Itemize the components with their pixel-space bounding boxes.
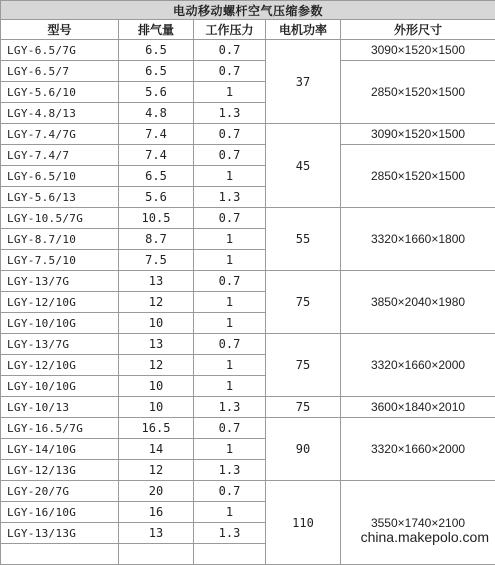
table-row [1, 61, 495, 82]
table-row [1, 124, 495, 145]
pressure-cell: 1.3 [194, 397, 266, 418]
table-row [1, 208, 495, 229]
motor-power-cell: 37 [266, 40, 341, 124]
dimensions-cell: 2850×1520×1500 [341, 61, 495, 124]
motor-power-cell: 75 [266, 397, 341, 418]
model-cell: LGY-5.6/10 [1, 82, 119, 103]
motor-power-cell: 110 [266, 481, 341, 565]
model-cell: LGY-10/10G [1, 313, 119, 334]
pressure-cell: 1 [194, 439, 266, 460]
model-cell: LGY-5.6/13 [1, 187, 119, 208]
flow-cell: 16 [119, 502, 194, 523]
model-cell: LGY-14/10G [1, 439, 119, 460]
dimensions-cell: 3320×1660×2000 [341, 334, 495, 397]
model-cell: LGY-6.5/7 [1, 61, 119, 82]
pressure-cell: 1.3 [194, 103, 266, 124]
table-row [1, 334, 495, 355]
model-cell: LGY-12/13G [1, 460, 119, 481]
dimensions-cell: 3320×1660×1800 [341, 208, 495, 271]
flow-cell: 7.5 [119, 250, 194, 271]
table-row [1, 40, 495, 61]
dimensions-cell: 3090×1520×1500 [341, 40, 495, 61]
model-cell: LGY-10.5/7G [1, 208, 119, 229]
pressure-cell: 1 [194, 502, 266, 523]
header-row [1, 20, 495, 40]
pressure-cell: 1 [194, 82, 266, 103]
flow-cell: 13 [119, 334, 194, 355]
flow-cell: 14 [119, 439, 194, 460]
flow-cell: 10 [119, 397, 194, 418]
flow-cell: 7.4 [119, 124, 194, 145]
pressure-cell: 0.7 [194, 61, 266, 82]
flow-cell: 10 [119, 376, 194, 397]
model-cell: LGY-7.4/7G [1, 124, 119, 145]
flow-cell: 20 [119, 481, 194, 502]
flow-cell: 13 [119, 271, 194, 292]
dimensions-cell: 3090×1520×1500 [341, 124, 495, 145]
model-cell: LGY-12/10G [1, 355, 119, 376]
table-row [1, 397, 495, 418]
model-cell: LGY-16/10G [1, 502, 119, 523]
pressure-cell: 1.3 [194, 187, 266, 208]
flow-cell: 4.8 [119, 103, 194, 124]
model-cell: LGY-4.8/13 [1, 103, 119, 124]
model-cell: LGY-6.5/7G [1, 40, 119, 61]
header-dimensions: 外形尺寸 [341, 20, 495, 40]
pressure-cell: 0.7 [194, 208, 266, 229]
model-cell: LGY-6.5/10 [1, 166, 119, 187]
table-row [1, 418, 495, 439]
table-row [1, 145, 495, 166]
header-flow: 排气量 [119, 20, 194, 40]
model-cell: LGY-20/7G [1, 481, 119, 502]
model-cell: LGY-13/13G [1, 523, 119, 544]
dimensions-cell: 3600×1840×2010 [341, 397, 495, 418]
table-row [1, 271, 495, 292]
pressure-cell: 1 [194, 292, 266, 313]
flow-cell: 16.5 [119, 418, 194, 439]
pressure-cell: 1 [194, 229, 266, 250]
motor-power-cell: 75 [266, 334, 341, 397]
model-cell: LGY-7.5/10 [1, 250, 119, 271]
dimensions-cell: 3320×1660×2000 [341, 418, 495, 481]
pressure-cell: 0.7 [194, 334, 266, 355]
motor-power-cell: 55 [266, 208, 341, 271]
model-cell: LGY-13/7G [1, 334, 119, 355]
pressure-cell: 0.7 [194, 124, 266, 145]
header-model: 型号 [1, 20, 119, 40]
flow-cell: 8.7 [119, 229, 194, 250]
flow-cell: 12 [119, 292, 194, 313]
flow-cell: 10 [119, 313, 194, 334]
flow-cell: 12 [119, 460, 194, 481]
flow-cell: 6.5 [119, 40, 194, 61]
table-row [1, 481, 495, 502]
table-title: 电动移动螺杆空气压缩参数 [1, 1, 495, 20]
pressure-cell: 1 [194, 355, 266, 376]
header-motor-power: 电机功率 [266, 20, 341, 40]
watermark-text: china.makepolo.com [359, 529, 491, 545]
motor-power-cell: 90 [266, 418, 341, 481]
pressure-cell: 1 [194, 250, 266, 271]
pressure-cell: 1 [194, 376, 266, 397]
dimensions-cell: 3850×2040×1980 [341, 271, 495, 334]
model-cell: LGY-7.4/7 [1, 145, 119, 166]
model-cell: LGY-8.7/10 [1, 229, 119, 250]
pressure-cell: 1.3 [194, 460, 266, 481]
motor-power-cell: 45 [266, 124, 341, 208]
pressure-cell: 0.7 [194, 145, 266, 166]
flow-cell: 6.5 [119, 61, 194, 82]
table-body [1, 40, 495, 565]
pressure-cell: 0.7 [194, 418, 266, 439]
flow-cell: 6.5 [119, 166, 194, 187]
flow-cell: 5.6 [119, 187, 194, 208]
motor-power-cell: 75 [266, 271, 341, 334]
pressure-cell: 0.7 [194, 481, 266, 502]
flow-cell: 5.6 [119, 82, 194, 103]
model-cell: LGY-10/13 [1, 397, 119, 418]
pressure-cell: 1.3 [194, 523, 266, 544]
pressure-cell: 0.7 [194, 40, 266, 61]
flow-cell: 13 [119, 523, 194, 544]
header-pressure: 工作压力 [194, 20, 266, 40]
pressure-cell: 1 [194, 166, 266, 187]
model-cell: LGY-13/7G [1, 271, 119, 292]
pressure-cell: 1 [194, 313, 266, 334]
flow-cell: 12 [119, 355, 194, 376]
dimensions-cell: 2850×1520×1500 [341, 145, 495, 208]
pressure-cell: 0.7 [194, 271, 266, 292]
model-cell: LGY-12/10G [1, 292, 119, 313]
model-cell: LGY-10/10G [1, 376, 119, 397]
flow-cell: 7.4 [119, 145, 194, 166]
dimensions-cell: 3550×1740×2100 [341, 481, 495, 565]
model-cell: LGY-16.5/7G [1, 418, 119, 439]
flow-cell: 10.5 [119, 208, 194, 229]
